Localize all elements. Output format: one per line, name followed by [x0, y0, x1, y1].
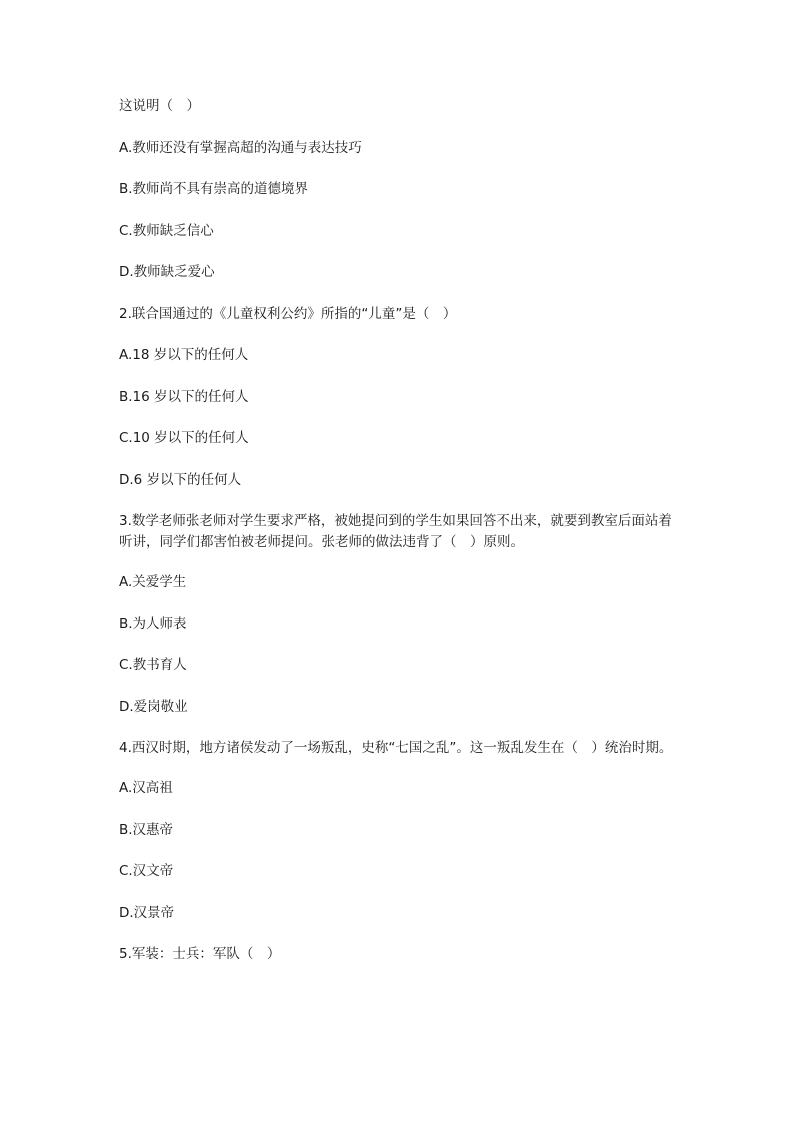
- question-4-option-c: C.汉文帝: [119, 863, 174, 879]
- question-3-stem: 3.数学老师张老师对学生要求严格，被她提问到的学生如果回答不出来，就要到教室后面站着听讲，同学们都害怕被老师提问。张老师的做法违背了（ ）原则。: [119, 513, 672, 550]
- question-2-option-d: D.6 岁以下的任何人: [119, 471, 242, 488]
- question-3-option-c: C.教书育人: [119, 657, 187, 673]
- question-2-option-a: A.18 岁以下的任何人: [119, 347, 249, 363]
- question-1-option-a: A.教师还没有掌握高超的沟通与表达技巧: [119, 139, 362, 156]
- question-3-option-a: A.关爱学生: [119, 574, 187, 590]
- question-4-option-d: D.汉景帝: [119, 904, 175, 921]
- question-2-stem: 2.联合国通过的《儿童权利公约》所指的“儿童”是（ ）: [119, 305, 457, 322]
- question-1-stem-end: 这说明（ ）: [119, 98, 200, 114]
- question-text-block: [119, 96, 679, 986]
- question-1-option-b: B.教师尚不具有崇高的道德境界: [119, 181, 309, 197]
- question-4-option-b: B.汉惠帝: [119, 821, 174, 838]
- question-1-option-d: D.教师缺乏爱心: [119, 264, 215, 280]
- question-5-stem: 5.军装：士兵：军队（ ）: [119, 946, 281, 962]
- question-4-option-a: A.汉高祖: [119, 780, 173, 796]
- question-4-stem: 4.西汉时期，地方诸侯发动了一场叛乱，史称“七国之乱”。这一叛乱发生在（ ）统治时期。: [119, 740, 673, 756]
- question-3-option-d: D.爱岗敬业: [119, 698, 188, 715]
- question-2-option-b: B.16 岁以下的任何人: [119, 388, 249, 405]
- question-1-option-c: C.教师缺乏信心: [119, 222, 214, 239]
- question-3-option-b: B.为人师表: [119, 615, 187, 632]
- question-2-option-c: C.10 岁以下的任何人: [119, 430, 249, 446]
